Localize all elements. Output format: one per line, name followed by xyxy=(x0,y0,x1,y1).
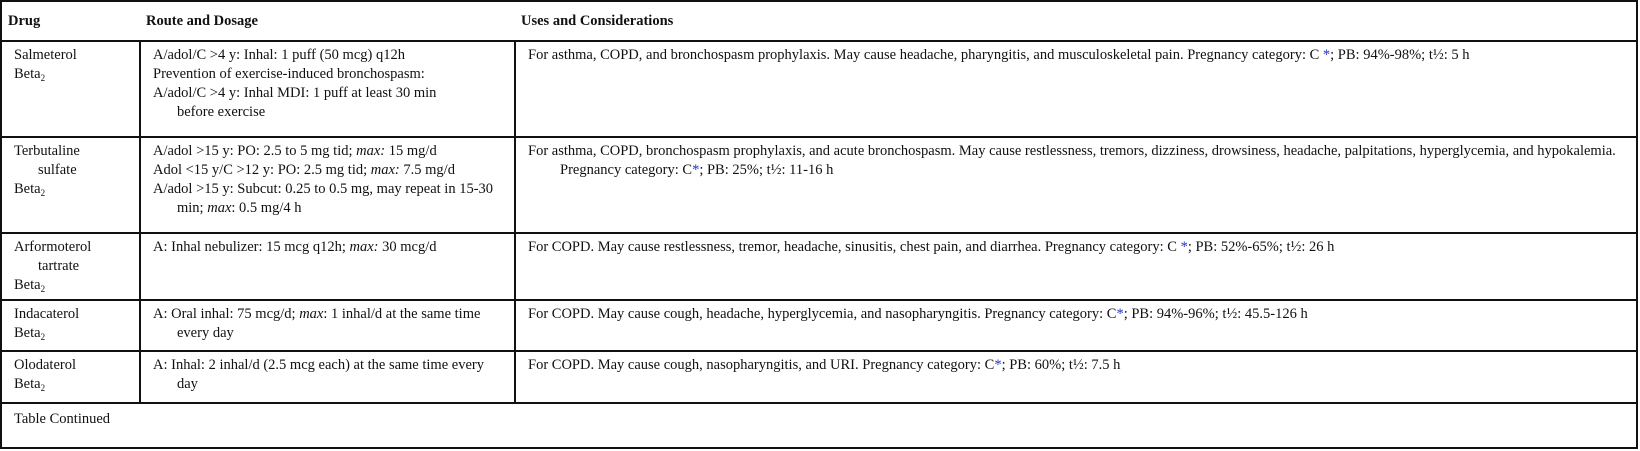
uses-text: For COPD. May cause cough, nasopharyngitis, and URI. Pregnancy category: C*; PB: 60%; t½: 7.5 h xyxy=(528,357,1121,373)
header-route-dosage: Route and Dosage xyxy=(140,2,515,41)
header-uses: Uses and Considerations xyxy=(515,2,1636,41)
pregnancy-star: * xyxy=(1322,47,1331,63)
drug-cell xyxy=(2,351,140,403)
dosage-line: A/adol/C >4 y: Inhal MDI: 1 puff at least 30 min xyxy=(153,85,437,101)
pregnancy-star: * xyxy=(1116,306,1124,322)
drug-cell xyxy=(2,137,140,233)
drug-class: Beta$_2$ xyxy=(14,181,46,198)
table-row xyxy=(2,41,1636,137)
dosage-cell xyxy=(140,233,515,300)
dosage-line: A/adol/C >4 y: Inhal: 1 puff (50 mcg) q12h xyxy=(153,47,405,63)
dosage-cell xyxy=(140,41,515,137)
drug-name-cont: sulfate xyxy=(38,162,77,178)
dosage-cell xyxy=(140,351,515,403)
dosage-line: A: Oral inhal: 75 mcg/d; max: 1 inhal/d at the same time every day xyxy=(153,306,481,341)
table-header-row xyxy=(2,2,1636,41)
dosage-line: A: Inhal nebulizer: 15 mcg q12h; max: 30 mcg/d xyxy=(153,239,437,255)
table-row xyxy=(2,351,1636,403)
table-row xyxy=(2,137,1636,233)
drug-class: Beta$_2$ xyxy=(14,66,46,83)
drug-name-cont: tartrate xyxy=(38,258,80,274)
dosage-cell xyxy=(140,300,515,351)
uses-text: For COPD. May cause restlessness, tremor, headache, sinusitis, chest pain, and diarrhea. Pregnancy category: C *; PB: 52%-65%; t½: 26 h xyxy=(528,239,1335,255)
table-continued-label: Table Continued xyxy=(14,411,111,427)
drug-cell xyxy=(2,300,140,351)
drug-name: Terbutaline xyxy=(14,143,80,159)
dosage-line: Adol <15 y/C >12 y: PO: 2.5 mg tid; max: 7.5 mg/d xyxy=(153,162,455,178)
table-footer-row xyxy=(2,403,1636,435)
dosage-line: before exercise xyxy=(177,104,266,120)
uses-cell xyxy=(515,300,1636,351)
pregnancy-star: * xyxy=(994,357,1002,373)
drug-class: Beta$_2$ xyxy=(14,277,46,294)
dosage-line: Prevention of exercise-induced bronchospasm: xyxy=(153,66,425,82)
uses-cell xyxy=(515,137,1636,233)
dosage-line: A: Inhal: 2 inhal/d (2.5 mcg each) at the same time every day xyxy=(153,357,484,392)
dosage-line: A/adol >15 y: PO: 2.5 to 5 mg tid; max: 15 mg/d xyxy=(153,143,437,159)
pregnancy-star: * xyxy=(1180,239,1188,255)
drug-name: Indacaterol xyxy=(14,306,80,322)
drug-class: Beta$_2$ xyxy=(14,325,46,342)
drug-name: Salmeterol xyxy=(14,47,77,63)
dosage-cell xyxy=(140,137,515,233)
pregnancy-star: * xyxy=(692,162,700,178)
header-drug: Drug xyxy=(2,2,140,41)
drug-name: Olodaterol xyxy=(14,357,77,373)
dosage-line: A/adol >15 y: Subcut: 0.25 to 0.5 mg, may repeat in 15-30 min; max: 0.5 mg/4 h xyxy=(153,181,494,216)
drug-name: Arformoterol xyxy=(14,239,92,255)
uses-cell xyxy=(515,351,1636,403)
uses-cell xyxy=(515,233,1636,300)
drug-cell xyxy=(2,233,140,300)
drug-cell xyxy=(2,41,140,137)
uses-text: For asthma, COPD, bronchospasm prophylaxis, and acute bronchospasm. May cause restlessness, tremors, dizziness, drowsiness, headache, palpitations, hyperglycemia, and hypokalemia. Pregnancy category: C*; PB: 25%; t½: 11-16 h xyxy=(528,143,1616,178)
table-row xyxy=(2,233,1636,300)
uses-cell xyxy=(515,41,1636,137)
uses-text: For COPD. May cause cough, headache, hyperglycemia, and nasopharyngitis. Pregnancy category: C*; PB: 94%-96%; t½: 45.5-126 h xyxy=(528,306,1308,322)
table-row xyxy=(2,300,1636,351)
uses-text: For asthma, COPD, and bronchospasm prophylaxis. May cause headache, pharyngitis, and musculoskeletal pain. Pregnancy category: C *; PB: 94%-98%; t½: 5 h xyxy=(528,47,1470,63)
drug-class: Beta$_2$ xyxy=(14,376,46,393)
